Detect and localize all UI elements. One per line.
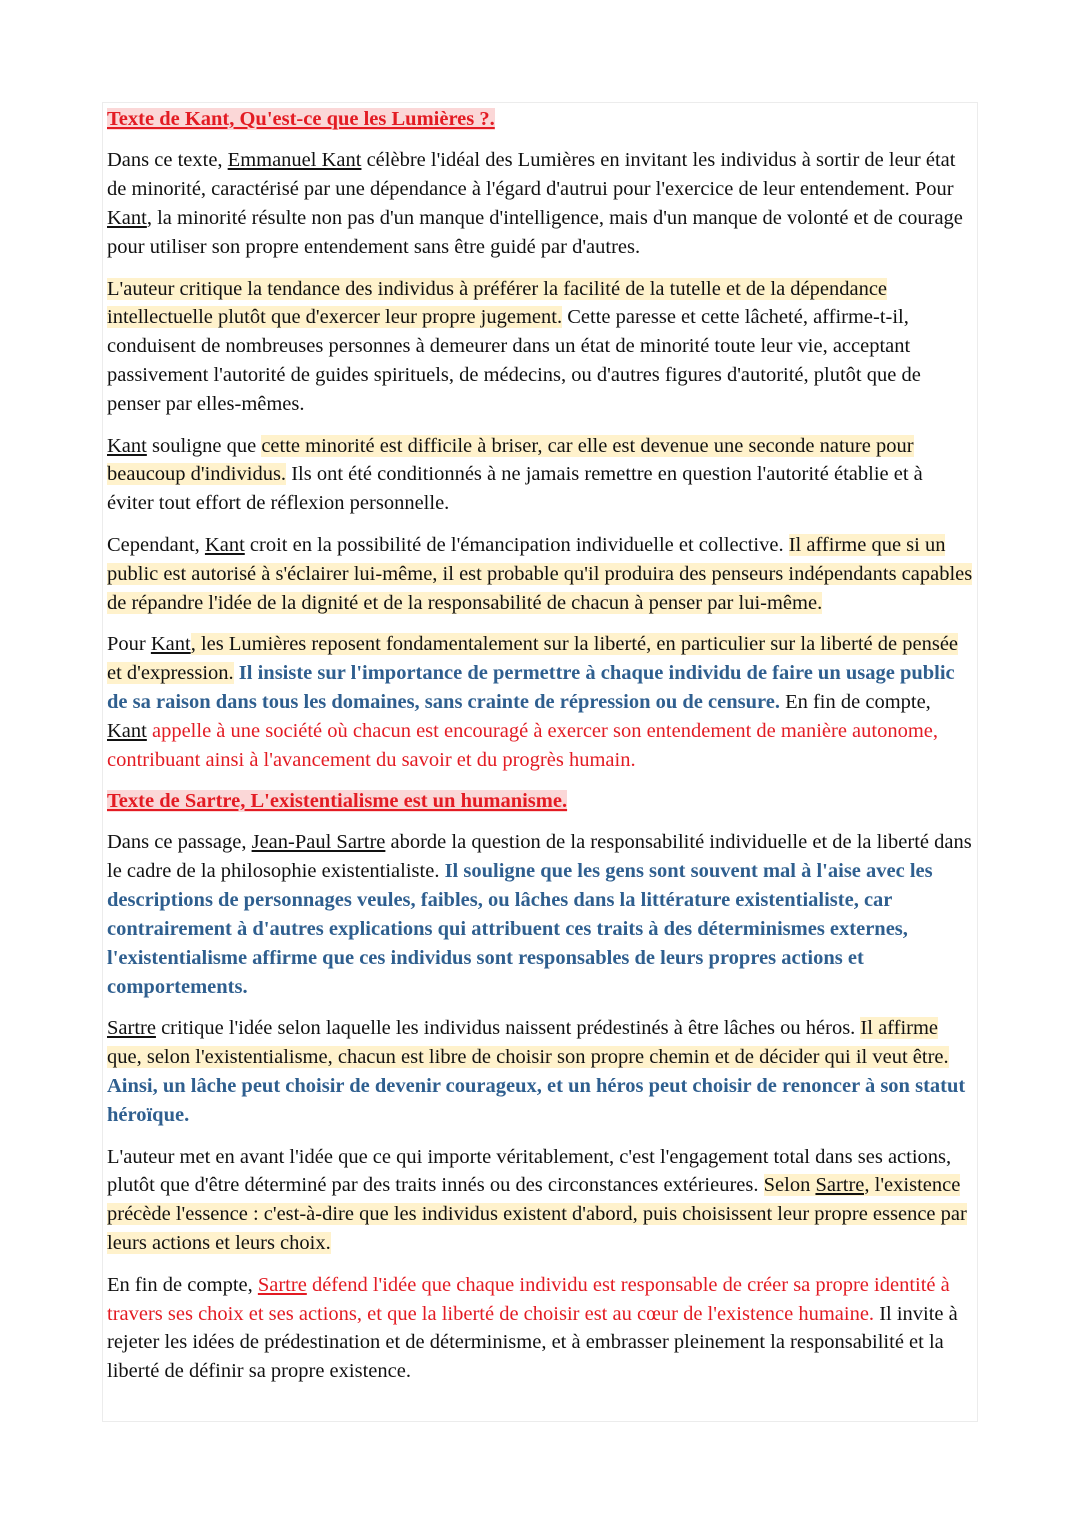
text: Pour xyxy=(107,633,151,655)
kant-heading: Texte de Kant, Qu'est-ce que les Lumières ?. xyxy=(107,108,495,130)
highlighted-text: Il affirme que si un public est autorisé à s'éclairer lui-même, il est probable qu'il produira des penseurs indépendants capables de répandre l'idée de la dignité et de la responsabilité de chacun à penser par lui-même. xyxy=(107,533,973,614)
text: aborde la question de la responsabilité individuelle et de la liberté dans le cadre de la philosophie existentialiste. xyxy=(107,831,972,883)
text: Il invite à rejeter les idées de prédestination et de déterminisme, et à embrasser pleinement la responsabilité et la liberté de définir sa propre existence. xyxy=(107,1302,958,1383)
text: En fin de compte, xyxy=(779,690,931,713)
bold-blue-text: Il insiste sur l'importance de permettre à chaque individu de faire un usage public de sa raison dans tous les domaines, sans crainte de répression ou de censure. xyxy=(107,661,955,713)
red-text: défend l'idée que chaque individu est responsable de créer sa propre identité à travers ses choix et ses actions, et que la liberté de choisir est au cœur de l'existence humaine. xyxy=(107,1273,950,1325)
highlighted-text: L'auteur critique la tendance des individus à préférer la facilité de la tutelle et de la dépendance intellectuelle plutôt que d'exercer leur propre jugement. xyxy=(107,277,888,329)
highlighted-text: Il affirme que, selon l'existentialisme, chacun est libre de choisir son propre chemin et de décider qui il veut être. xyxy=(107,1017,949,1069)
author-name: Jean-Paul Sartre xyxy=(251,831,386,854)
text: souligne que xyxy=(146,434,262,457)
author-name: Kant xyxy=(107,434,147,457)
text: Dans ce texte, xyxy=(107,149,228,172)
author-name: Kant xyxy=(107,207,147,230)
sartre-heading: Texte de Sartre, L'existentialisme est un humanisme. xyxy=(107,790,568,813)
document-page xyxy=(102,102,978,1422)
author-name: Sartre xyxy=(107,1017,156,1040)
bold-blue-text: Ainsi, un lâche peut choisir de devenir courageux, et un héros peut choisir de renoncer à son statut héroïque. xyxy=(107,1075,966,1127)
red-text: appelle à une société où chacun est encouragé à exercer son entendement de manière autonome, contribuant ainsi à l'avancement du savoir et du progrès humain. xyxy=(107,719,939,771)
highlighted-text: cette minorité est difficile à briser, car elle est devenue une seconde nature pour beaucoup d'individus. xyxy=(107,434,914,486)
highlighted-text: , l'existence précède l'essence : c'est-à-dire que les individus existent d'abord, puis choisissent leur propre essence par leurs actions et leurs choix. xyxy=(107,1174,967,1255)
author-name: Kant xyxy=(107,719,147,742)
kant-paragraph-2 xyxy=(107,275,973,420)
author-name: Sartre xyxy=(815,1174,865,1197)
bold-blue-text: Il souligne que les gens sont souvent mal à l'aise avec les descriptions de personnages veules, faibles, ou lâches dans la littérature existentialiste, car contrairement à d'autres explications qui attribuent ces traits à des déterminismes externes, l'existentialisme affirme que ces individus sont responsables de leurs propres actions et comportements. xyxy=(107,860,933,998)
text: En fin de compte, xyxy=(107,1273,258,1296)
text: Cette paresse et cette lâcheté, affirme-t-il, conduisent de nombreuses personnes à demeurer dans un état de minorité toute leur vie, acceptant passivement l'autorité de guides spirituels, de médecins, ou d'autres figures d'autorité, plutôt que de penser par elles-mêmes. xyxy=(107,306,921,416)
highlighted-text: , les Lumières reposent fondamentalement sur la liberté, en particulier sur la liberté de pensée et d'expression. xyxy=(107,633,959,684)
text: critique l'idée selon laquelle les individus naissent prédestinés à être lâches ou héros. xyxy=(155,1017,861,1040)
kant-paragraph-5 xyxy=(107,630,973,775)
author-name: Kant xyxy=(150,633,191,655)
sartre-paragraph-3 xyxy=(107,1143,973,1259)
text: , la minorité résulte non pas d'un manque d'intelligence, mais d'un manque de volonté et de courage pour utiliser son propre entendement sans être guidé par d'autres. xyxy=(107,207,963,259)
text: Dans ce passage, xyxy=(107,831,252,854)
sartre-paragraph-4 xyxy=(107,1271,973,1387)
text: L'auteur met en avant l'idée que ce qui importe véritablement, c'est l'engagement total dans ses actions, plutôt que d'être déterminé par des traits innés ou des circonstances extérieures. xyxy=(107,1145,952,1197)
author-name: Sartre xyxy=(257,1273,307,1296)
text: Ils ont été conditionnés à ne jamais remettre en question l'autorité établie et à éviter tout effort de réflexion personnelle. xyxy=(107,463,923,515)
sartre-paragraph-2 xyxy=(107,1014,973,1130)
kant-paragraph-3 xyxy=(107,432,973,519)
kant-heading-paragraph xyxy=(107,105,973,134)
kant-paragraph-4 xyxy=(107,531,973,618)
sartre-heading-paragraph xyxy=(107,787,973,816)
text: Cependant, xyxy=(107,533,205,556)
text: célèbre l'idéal des Lumières en invitant les individus à sortir de leur état de minorité, caractérisé par une dépendance à l'égard d'autrui pour l'exercice de leur entendement. Pour xyxy=(107,149,956,201)
sartre-paragraph-1 xyxy=(107,828,973,1001)
text: croit en la possibilité de l'émancipation individuelle et collective. xyxy=(244,533,789,556)
kant-paragraph-1 xyxy=(107,146,973,262)
author-name: Kant xyxy=(204,533,245,556)
highlighted-text: Selon xyxy=(763,1174,816,1197)
author-name: Emmanuel Kant xyxy=(227,149,362,172)
